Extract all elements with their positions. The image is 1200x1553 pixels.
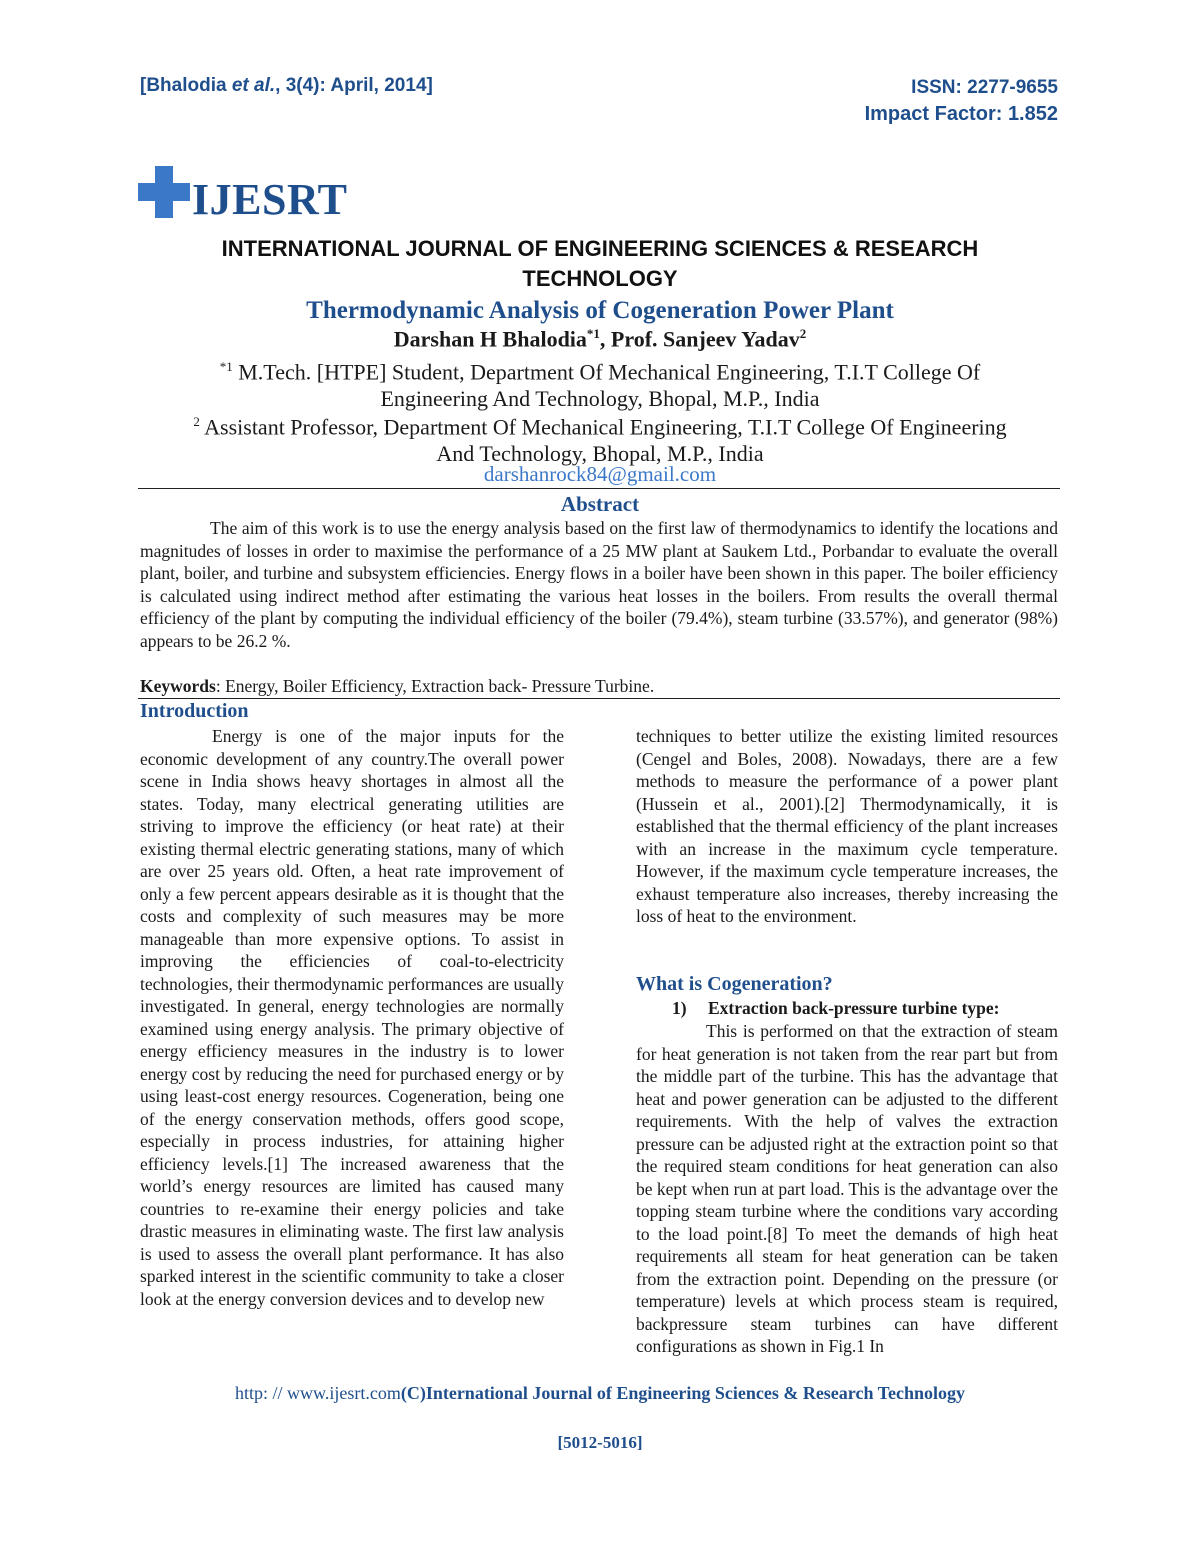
journal-name (140, 234, 1060, 294)
abstract-top-rule (138, 488, 1060, 489)
introduction-left-column: Energy is one of the major inputs for the economic development of any country.The overall power scene in India shows heavy shortages in almost all the states. Today, many electrical generating utilities are striving to improve the efficiency (or heat rate) at their existing thermal electric generating stations, many of which are over 25 years old. Often, a heat rate improvement of only a few percent appears desirable as it is thought that the costs and complexity of such measures may be more manageable than more expensive options. To assist in improving the efficiencies of coal-to-electricity technologies, their thermodynamic performances are usually investigated. In general, energy technologies are normally examined using energy analysis. The primary objective of energy efficiency measures in the industry is to lower energy cost by reducing the need for purchased energy or by using least-cost energy resources. Cogeneration, being one of the energy conservation methods, offers good scope, especially in process industries, for attaining higher efficiency levels.[1] The increased awareness that the world’s energy resources are limited has caused many countries to re-examine their energy policies and take drastic measures in eliminating waste. The first law analysis is used to assess the overall plant performance. It has also sparked interest in the scientific community to take a closer look at the energy conversion devices and to develop new (140, 726, 564, 1309)
author-email[interactable]: darshanrock84@gmail.com (483, 462, 717, 486)
affiliation-1-sup: *1 (219, 359, 233, 374)
subheading-title: Extraction back-pressure turbine type: (708, 998, 1000, 1018)
keywords-text: : Energy, Boiler Efficiency, Extraction back- Pressure Turbine. (215, 676, 655, 696)
citation-header (140, 75, 433, 97)
citation-etal: et al. (231, 75, 276, 96)
citation-suffix: , 3(4): April, 2014] (275, 75, 433, 96)
introduction-heading: Introduction (140, 700, 249, 722)
affiliation-2-line2: And Technology, Bhopal, M.P., India (436, 441, 764, 467)
cogeneration-heading: What is Cogeneration? (636, 973, 833, 995)
citation-prefix: [Bhalodia (140, 75, 232, 96)
author-1-sup: *1 (586, 326, 600, 341)
logo-text: IJESRT (192, 175, 348, 224)
affiliation-1-line2: Engineering And Technology, Bhopal, M.P., India (380, 386, 820, 412)
author-1: Darshan H Bhalodia (393, 326, 587, 352)
author-2-sup: 2 (799, 326, 807, 341)
keywords-rule (138, 698, 1060, 699)
footer-copyright: (C)International Journal of Engineering Sciences & Research Technology (400, 1383, 965, 1403)
journal-meta (865, 75, 1058, 127)
abstract-heading: Abstract (560, 492, 640, 516)
cogeneration-subheading (672, 998, 1000, 1019)
journal-name-line2: TECHNOLOGY (522, 266, 678, 291)
plus-icon (138, 166, 190, 218)
paper-title: Thermodynamic Analysis of Cogeneration Power Plant (306, 297, 894, 324)
introduction-right-column: techniques to better utilize the existing limited resources (Cengel and Boles, 2008). Nowadays, there are a few methods to measure the performance of a power plant (Hussein et al., 2001).[2] Thermodynamically, it is established that the thermal efficiency of the plant increases with an increase in the maximum cycle temperature. However, if the maximum cycle temperature increases, the exhaust temperature also increases, thereby increasing the loss of heat to the environment. (636, 726, 1058, 926)
subheading-number: 1) (672, 998, 687, 1018)
affiliation-2-line1: Assistant Professor, Department Of Mechanical Engineering, T.I.T College Of Engineering (199, 414, 1007, 440)
keywords (140, 676, 654, 697)
affiliation-2-sup: 2 (193, 414, 200, 429)
page-footer (140, 1383, 1060, 1404)
affiliation-2 (140, 408, 1060, 467)
abstract-text: The aim of this work is to use the energy analysis based on the first law of thermodynamics to identify the locations and magnitudes of losses in order to maximise the performance of a 25 MW plant at Saukem Ltd., Porbandar to evaluate the overall plant, boiler, and turbine and subsystem efficiencies. Energy flows in a boiler have been shown in this paper. The boiler efficiency is calculated using indirect method after estimating the various heat losses in the boilers. From results the overall thermal efficiency of the plant by computing the individual efficiency of the boiler (79.4%), steam turbine (33.57%), and generator (98%) appears to be 26.2 %. (140, 518, 1058, 651)
affiliation-1 (140, 353, 1060, 412)
impact-factor: Impact Factor: 1.852 (864, 103, 1058, 125)
cogeneration-text: This is performed on that the extraction of steam for heat generation is not taken from the rear part but from the middle part of the turbine. This has the advantage that heat and power generation can be adjusted to the different requirements. With the help of valves the extraction pressure can be adjusted right at the extraction point so that the required steam conditions for heat generation can also be kept when run at part load. This is the advantage over the topping steam turbine where the conditions vary according to the load point.[8] To meet the demands of high heat requirements all steam for heat generation can be taken from the extraction point. Depending on the pressure (or temperature) levels at which process steam is required, backpressure steam turbines can have different configurations as shown in Fig.1 In (636, 1021, 1058, 1356)
page-range: [5012-5016] (557, 1433, 643, 1452)
issn: ISSN: 2277-9655 (911, 77, 1058, 98)
keywords-label: Keywords (140, 676, 216, 696)
footer-url[interactable]: http: // www.ijesrt.com (235, 1383, 401, 1403)
author-2: , Prof. Sanjeev Yadav (599, 326, 800, 352)
affiliation-1-line1: M.Tech. [HTPE] Student, Department Of Mechanical Engineering, T.I.T College Of (232, 359, 981, 385)
authors (140, 326, 1060, 352)
journal-name-line1: INTERNATIONAL JOURNAL OF ENGINEERING SCIENCES & RESEARCH (221, 236, 979, 261)
